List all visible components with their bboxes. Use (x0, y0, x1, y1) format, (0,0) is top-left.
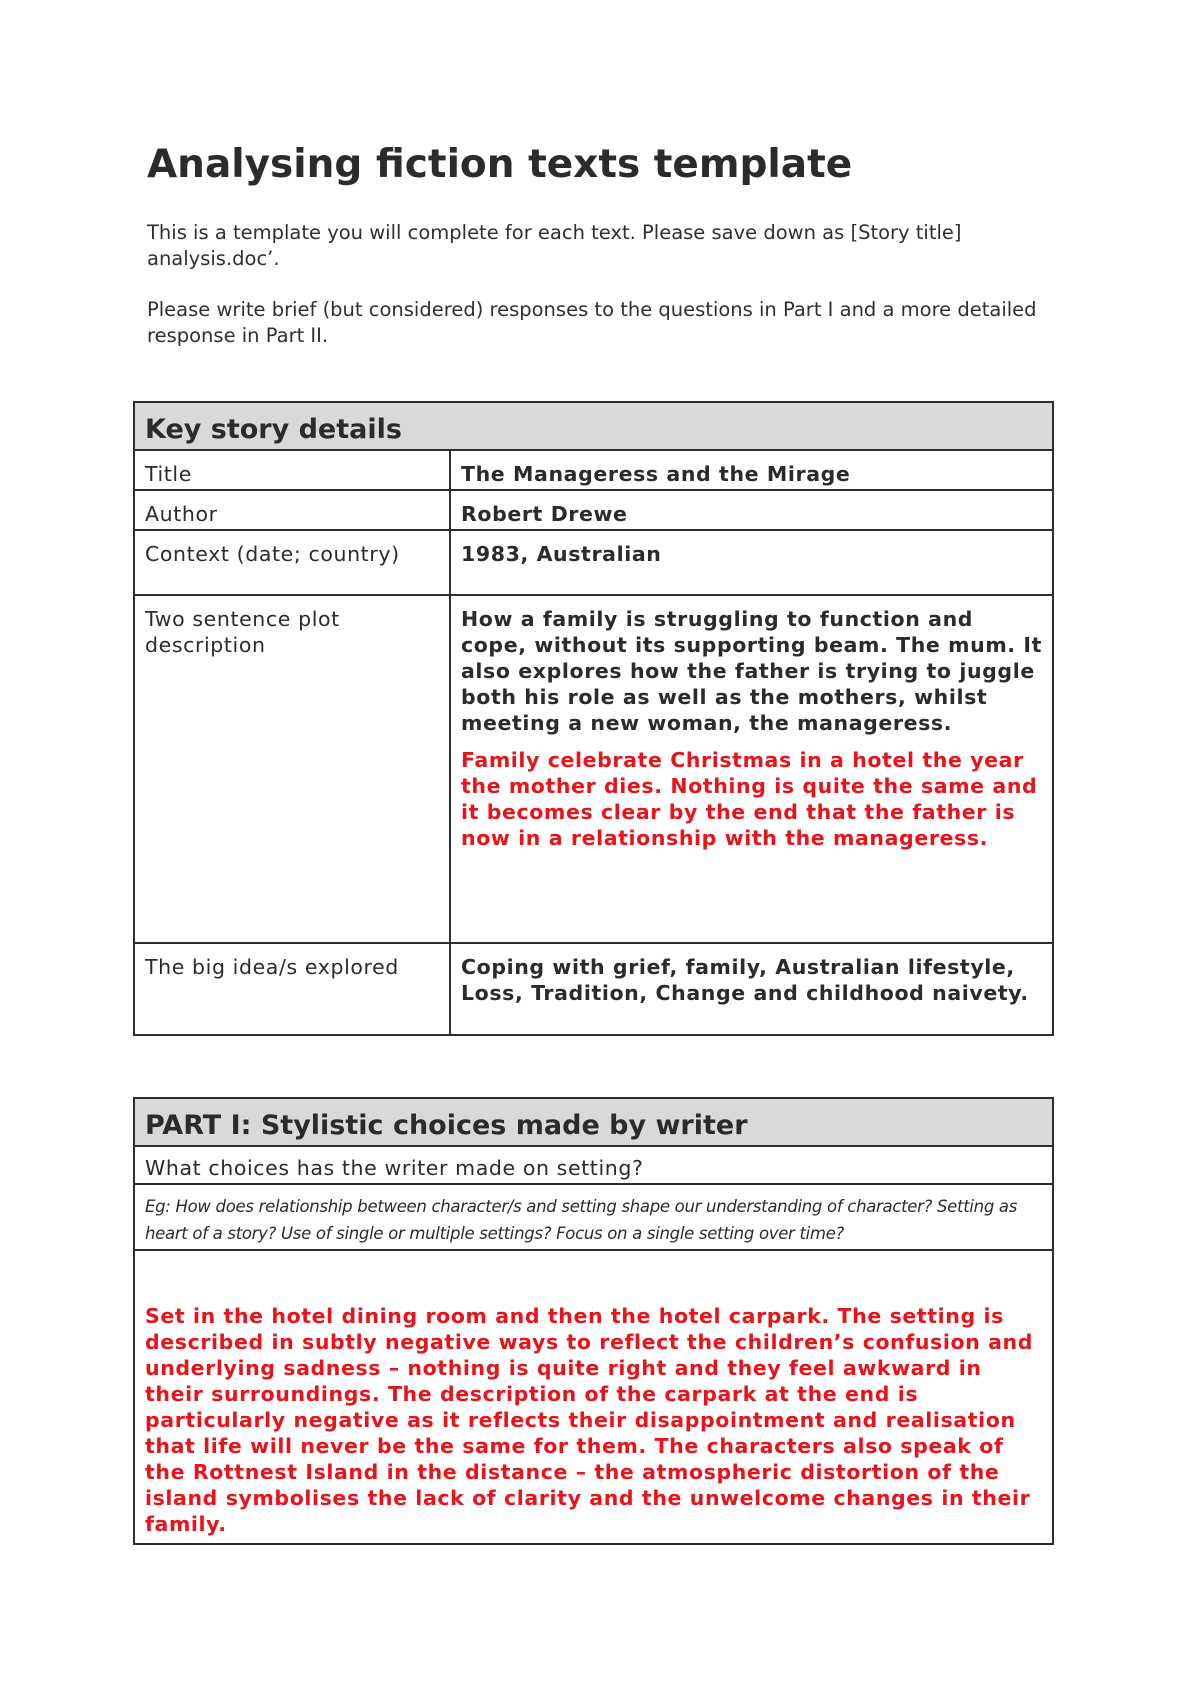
setting-answer: Set in the hotel dining room and then the hotel carpark. The setting is described in subtly negative ways to reflect the children’s confusion and underlying sadness – nothing is quite right and they feel awkward in their surroundings. The description of the carpark at the end is particularly negative as it reflects their disappointment and realisation that life will never be the same for them. The characters also speak of the Rottnest Island in the distance – the atmospheric distortion of the island symbolises the lack of clarity and the unwelcome changes in their family. (134, 1250, 1053, 1544)
table-header-row (134, 1098, 1053, 1146)
table-row (134, 1146, 1053, 1184)
table-row (134, 530, 1053, 595)
key-story-details-header: Key story details (134, 402, 1053, 450)
table-header-row (134, 402, 1053, 450)
setting-question: What choices has the writer made on setting? (134, 1146, 1053, 1184)
table-row (134, 1250, 1053, 1544)
plot-description-cell (450, 595, 1053, 943)
plot-description-red-annotation: Family celebrate Christmas in a hotel the year the mother dies. Nothing is quite the same and it becomes clear by the end that the father is now in a relationship with the manageress. (461, 748, 1038, 850)
context-value: 1983, Australian (450, 530, 1053, 595)
title-label: Title (134, 450, 450, 490)
setting-example-prompts: Eg: How does relationship between character/s and setting shape our understanding of character? Setting as heart of a story? Use of single or multiple settings? Focus on a single setting over time? (134, 1184, 1053, 1250)
big-ideas-label: The big idea/s explored (134, 943, 450, 1035)
table-row (134, 490, 1053, 530)
plot-description-value: How a family is struggling to function and cope, without its supporting beam. The mum. It also explores how the father is trying to juggle both his role as well as the mothers, whilst meeting a new woman, the manageress. (461, 607, 1043, 735)
intro-paragraph-1: This is a template you will complete for each text. Please save down as [Story title] analysis.doc’. (147, 221, 962, 270)
part-1-header: PART I: Stylistic choices made by writer (134, 1098, 1053, 1146)
author-label: Author (134, 490, 450, 530)
table-row (134, 595, 1053, 943)
author-value: Robert Drewe (450, 490, 1053, 530)
table-row (134, 450, 1053, 490)
context-label: Context (date; country) (134, 530, 450, 595)
big-ideas-value: Coping with grief, family, Australian lifestyle, Loss, Tradition, Change and childhood naivety. (450, 943, 1053, 1035)
intro-paragraph-2: Please write brief (but considered) responses to the questions in Part I and a more detailed response in Part II. (147, 298, 1037, 347)
key-story-details-table (133, 401, 1054, 1036)
page-title: Analysing fiction texts template (147, 142, 853, 187)
table-row (134, 1184, 1053, 1250)
plot-description-label: Two sentence plot description (134, 595, 450, 943)
title-value: The Manageress and the Mirage (450, 450, 1053, 490)
part-1-table (133, 1097, 1054, 1545)
table-row (134, 943, 1053, 1035)
